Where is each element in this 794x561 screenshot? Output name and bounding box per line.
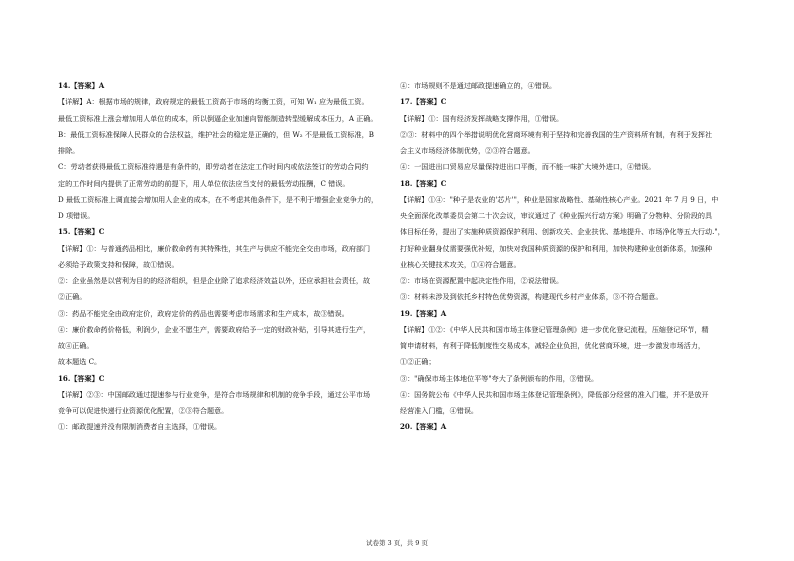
text-line: 【详解】②③：中国邮政通过提速参与行业竞争，是符合市场规律和机制的竞争手段，通过公平市场 <box>58 389 371 399</box>
answer-heading: 14.【答案】A <box>58 81 105 90</box>
answer-heading: 16.【答案】C <box>58 373 105 383</box>
text-line: ③："确保市场主体地位平等"夸大了条例颁布的作用，③错误。 <box>400 373 599 383</box>
text-line: ②：企业虽然是以营利为目的的经济组织，但是企业除了追求经济效益以外，还应承担社会责任，故 <box>58 276 371 285</box>
text-line: 【详解】A：根据市场的规律，政府规定的最低工资高于市场的均衡工资，可知 W₁ 应为最低工资。 <box>58 97 369 107</box>
text-line: 【详解】①②：《中华人民共和国市场主体登记管理条例》进一步优化登记流程，压缩登记环节，精 <box>400 324 709 334</box>
text-line: ④：国务院公布《中华人民共和国市场主体登记管理条例》，降低部分经营的准入门槛，并不是放开 <box>400 389 709 399</box>
text-line: 业核心关键技术攻关，①④符合题意。 <box>400 259 521 269</box>
text-line: ②正确。 <box>58 292 87 302</box>
text-line: 故④正确。 <box>58 341 94 350</box>
answer-heading: 18.【答案】C <box>400 178 447 188</box>
text-line: ②：市场在资源配置中起决定性作用，②说法错误。 <box>400 276 564 285</box>
text-line: 必须给予政策支持和保障，故①错误。 <box>58 259 179 269</box>
text-line: 故本题选 C。 <box>58 357 102 367</box>
text-line: ③：材料未涉及到依托乡村特色优势资源，构建现代乡村产业体系，③不符合题意。 <box>400 292 663 302</box>
text-line: ④：市场规则不是通过邮政提速确立的，④错误。 <box>400 81 557 90</box>
text-line: 体目标任务，提出了实施种质资源保护利用、创新攻关、企业扶优、基地提升、市场净化等五大行动."， <box>400 227 725 237</box>
text-line: ①：邮政提速并没有限制消费者自主选择，①错误。 <box>58 422 222 432</box>
answer-heading: 17.【答案】C <box>400 97 447 107</box>
text-line: 【详解】①：与普通药品相比，廉价救命药有其特殊性，其生产与供应不能完全交由市场，政府部门 <box>58 243 371 253</box>
text-line: 打好种业翻身仗需要强优补短，加快对我国种质资源的保护和利用，加快构建种业创新体系，加强种 <box>400 243 713 253</box>
text-line: ④：廉价救命药价格低，利润少，企业不愿生产，需要政府给予一定的财政补贴，引导其进行生产， <box>58 324 371 334</box>
text-line: 会主义市场经济体制优势，②③符合题意。 <box>400 146 535 155</box>
text-line: ②③：材料中的四个举措说明优化营商环境有利于坚持和完善我国的生产资料所有制，有利于发挥社 <box>400 129 713 139</box>
right-column <box>400 78 740 436</box>
text-line: 简申请材料，有利于降低制度性交易成本，减轻企业负担，优化营商环境，进一步激发市场活力， <box>400 341 706 350</box>
text-line: 最低工资标准上涨会增加用人单位的成本，所以倒逼企业加速向智能制造转型缓解成本压力，A 正确。 <box>58 113 378 123</box>
text-line: D 最低工资标准上调直接会增加用人企业的成本，在不考虑其他条件下，是不利于增强企业竞争力的， <box>58 194 379 204</box>
text-line: 【详解】①：国有经济发挥战略支撑作用，①错误。 <box>400 113 564 123</box>
text-line: ④：一国进出口贸易应尽量保持进出口平衡，而不能一味扩大境外进口，④错误。 <box>400 162 656 172</box>
answer-heading: 20.【答案】A <box>400 422 447 432</box>
left-column <box>58 78 380 436</box>
text-line: ③：药品不能完全由政府定价，政府定价的药品也需要考虑市场需求和生产成本，故③错误。 <box>58 308 349 318</box>
text-line: 竞争可以促进快递行业资源优化配置，②③符合题意。 <box>58 406 229 415</box>
text-line: 排除。 <box>58 146 80 155</box>
text-line: 【详解】①④："种子是农业的'芯片'"，种业是国家战略性、基础性核心产业。2021 年 7 月 9 日，中 <box>400 194 719 204</box>
text-line: ①②正确； <box>400 357 436 367</box>
page-footer: 试卷第 3 页，共 9 页 <box>365 539 429 547</box>
answer-heading: 15.【答案】C <box>58 227 105 237</box>
text-line: C：劳动者获得最低工资标准待遇是有条件的，即劳动者在法定工作时间内或依法签订的劳动合同约 <box>58 162 369 172</box>
text-line: 定的工作时间内提供了正常劳动的前提下，用人单位依法应当支付的最低劳动报酬，C 错误。 <box>58 178 350 188</box>
text-line: 经营准入门槛，④错误。 <box>400 406 479 415</box>
text-line: B：最低工资标准保障人民群众的合法权益，维护社会的稳定是正确的，但 W₂ 不是最低工资标准，B <box>58 129 374 139</box>
text-line: 央全面深化改革委员会第二十次会议，审议通过了《种业振兴行动方案》明确了分物种、分阶段的具 <box>400 211 713 220</box>
answer-heading: 19.【答案】A <box>400 308 447 318</box>
text-line: D 项错误。 <box>58 211 95 220</box>
